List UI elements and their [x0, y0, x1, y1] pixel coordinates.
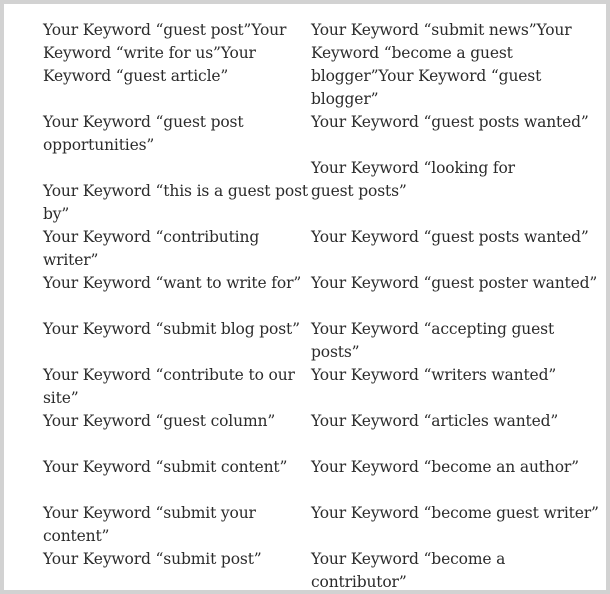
- keyword-cell-right-7: Your Keyword “writers wanted”: [311, 366, 557, 384]
- keyword-cell-left-2: Your Keyword “guest post opportunities”: [43, 113, 244, 154]
- keyword-cell-left-11: Your Keyword “submit post”: [43, 550, 262, 568]
- keyword-cell-left-9: Your Keyword “submit content”: [43, 458, 288, 476]
- keyword-cell-right-5: Your Keyword “guest poster wanted”: [311, 274, 598, 292]
- keyword-cell-left-8: Your Keyword “guest column”: [43, 412, 276, 430]
- keyword-cell-right-9: Your Keyword “become an author”: [311, 458, 579, 476]
- keyword-cell-left-6: Your Keyword “submit blog post”: [43, 320, 300, 338]
- keyword-cell-left-10: Your Keyword “submit your content”: [43, 504, 256, 545]
- keyword-cell-left-1: Your Keyword “guest post”Your Keyword “write for us”Your Keyword “guest article”: [43, 21, 287, 85]
- keyword-cell-right-11: Your Keyword “become a contributor”: [311, 550, 506, 591]
- keyword-cell-left-7: Your Keyword “contribute to our site”: [43, 366, 295, 407]
- keyword-cell-right-3: Your Keyword “looking for guest posts”: [311, 159, 515, 200]
- keyword-cell-left-5: Your Keyword “want to write for”: [43, 274, 302, 292]
- keyword-cell-right-8: Your Keyword “articles wanted”: [311, 412, 559, 430]
- keyword-table: [4, 4, 606, 590]
- keyword-cell-left-4: Your Keyword “contributing writer”: [43, 228, 260, 269]
- keyword-cell-right-2: Your Keyword “guest posts wanted”: [311, 113, 589, 131]
- keyword-cell-right-10: Your Keyword “become guest writer”: [311, 504, 599, 522]
- keyword-cell-right-1: Your Keyword “submit news”Your Keyword “become a guest blogger”Your Keyword “guest blogger”: [311, 21, 572, 108]
- keyword-cell-right-6: Your Keyword “accepting guest posts”: [311, 320, 555, 361]
- keyword-cell-right-4: Your Keyword “guest posts wanted”: [311, 228, 589, 246]
- keyword-cell-left-3: Your Keyword “this is a guest post by”: [43, 182, 308, 223]
